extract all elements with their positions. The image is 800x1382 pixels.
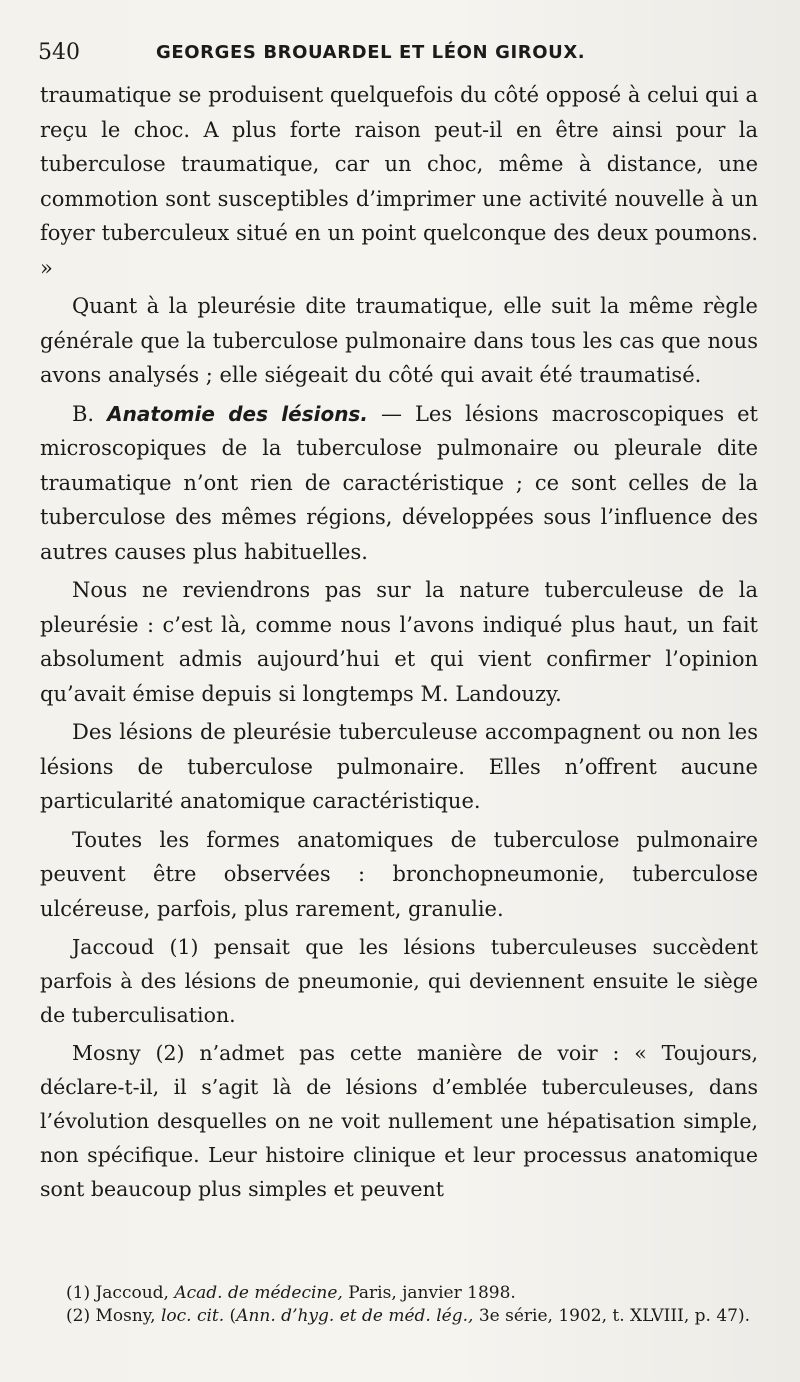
- paragraph-5: Des lésions de pleurésie tuberculeuse accompagnent ou non les lésions de tuberculose pulmonaire. Elles n’offrent aucune particularité anatomique caractéristique.: [40, 720, 758, 813]
- page-number: 540: [38, 40, 80, 65]
- footnote-2: [40, 1305, 758, 1328]
- paragraph-8: Mosny (2) n’admet pas cette manière de voir : « Toujours, déclare-t-il, il s’agit là de lésions d’emblée tuberculeuses, dans l’évolution desquelles on ne voit nullement une hépatisation simple, non spécifique. Leur histoire clinique et leur processus anatomique sont beaucoup plus simples et peuvent: [40, 1041, 758, 1201]
- footnote-1: [40, 1282, 758, 1305]
- section-dash: —: [367, 401, 415, 426]
- footnote-2-author: (2) Mosny,: [66, 1306, 161, 1326]
- footnote-1-source: Acad. de médecine,: [174, 1283, 343, 1303]
- body-text: [40, 78, 758, 1210]
- footnote-2-paren: (: [224, 1306, 237, 1326]
- paragraph-2: Quant à la pleurésie dite traumatique, elle suit la même règle générale que la tuberculose pulmonaire dans tous les cas que nous avons analysés ; elle siégeait du côté qui avait été traumatisé.: [40, 294, 758, 387]
- footnotes: [40, 1282, 758, 1328]
- section-paragraph: [40, 397, 758, 570]
- footnote-2-ref: 3e série, 1902, t. XLVIII, p. 47).: [473, 1306, 750, 1326]
- footnote-2-loc-cit: loc. cit.: [160, 1306, 225, 1326]
- section-label: B.: [72, 401, 95, 426]
- footnote-1-author: (1) Jaccoud,: [66, 1283, 175, 1303]
- running-head: GEORGES BROUARDEL ET LÉON GIROUX.: [156, 42, 586, 63]
- section-title: Anatomie des lésions.: [107, 401, 368, 426]
- paragraph-6: Toutes les formes anatomiques de tuberculose pulmonaire peuvent être observées : bronchopneumonie, tuberculose ulcéreuse, parfois, plus rarement, granulie.: [40, 827, 758, 921]
- page-header: [38, 40, 760, 70]
- paragraph-1: traumatique se produisent quelquefois du côté opposé à celui qui a reçu le choc. A plus forte raison peut-il en être ainsi pour la tuberculose traumatique, car un choc, même à distance, une commotion sont susceptibles d’imprimer une activité nouvelle à un foyer tuberculeux situé en un point quelconque des deux poumons. »: [40, 83, 758, 280]
- paragraph-3-text: Les lésions macroscopiques et microscopiques de la tuberculose pulmonaire ou pleurale dite traumatique n’ont rien de caractéristique ; ce sont celles de la tuberculose des mêmes régions, développées sous l’influence des autres causes plus habituelles.: [40, 401, 758, 564]
- paragraph-4: Nous ne reviendrons pas sur la nature tuberculeuse de la pleurésie : c’est là, comme nous l’avons indiqué plus haut, un fait absolument admis aujourd’hui et qui vient confirmer l’opinion qu’avait émise depuis si longtemps M. Landouzy.: [40, 578, 758, 706]
- footnote-1-date: Paris, janvier 1898.: [342, 1283, 516, 1303]
- paragraph-7: Jaccoud (1) pensait que les lésions tuberculeuses succèdent parfois à des lésions de pneumonie, qui deviennent ensuite le siège de tuberculisation.: [40, 935, 758, 1027]
- footnote-2-journal: Ann. d’hyg. et de méd. lég.,: [236, 1306, 474, 1326]
